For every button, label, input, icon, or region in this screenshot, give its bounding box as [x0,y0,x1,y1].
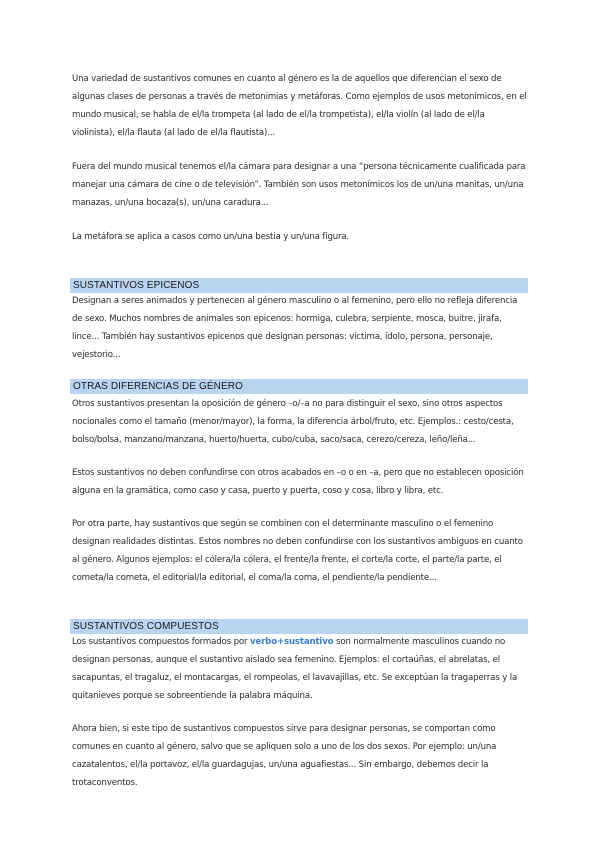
verbo-sustantivo-highlight: verbo+sustantivo [249,637,334,647]
paragraph-compuestos-personas: Ahora bien, si este tipo de sustantivos compuestos sirve para designar personas, se comportan como comunes en cuanto al género, salvo que se apliquen solo a uno de los dos sexos. Por ejemplo: un/una cazatalentos, el/la portavoz, el/la guardagujas, un/una aguafiestas... Sin embargo, debemos decir la trotaconventos. [72,724,497,788]
paragraph-metafora: La metáfora se aplica a casos como un/una bestia y un/una figura. [72,232,350,242]
paragraph-realidades-distintas: Por otra parte, hay sustantivos que según se combinen con el determinante masculino o el femenino designan realidades distintas. Estos nombres no deben confundirse con los sustantivos ambiguos en cuanto al género. Algunos ejemplos: el cólera/la cólera, el frente/la frente, el corte/la corte, el parte/la parte, el cometa/la cometa, el editorial/la editorial, el coma/la coma, el pendiente/la pendiente... [72,519,523,583]
paragraph-metonimias: Una variedad de sustantivos comunes en cuanto al género es la de aquellos que diferencian el sexo de algunas clases de personas a través de metonimias y metáforas. Como ejemplos de usos metonímicos, en el mundo musical, se habla de el/la trompeta (al lado de el/la trompetista), el/la violín (al lado de el/la violinista), el/la flauta (al lado de el/la flautista)... [72,74,527,138]
paragraph-oposicion-genero: Otros sustantivos presentan la oposición de género –o/–a no para distinguir el sexo, sino otros aspectos nocionales como el tamaño (menor/mayor), la forma, la diferencia árbol/fruto, etc. Ejemplos.: cesto/cesta, bolso/bolsa, manzano/manzana, huerto/huerta, cubo/cuba, saco/saca, cerezo/cereza, leño/leña... [72,399,514,445]
section-heading-epicenos: SUSTANTIVOS EPICENOS [70,278,528,293]
paragraph-no-confundir: Estos sustantivos no deben confundirse con otros acabados en –o o en –a, pero que no establecen oposición alguna en la gramática, como caso y casa, puerto y puerta, coso y cosa, libro y libra, etc. [72,468,524,496]
section-heading-otras-diferencias: OTRAS DIFERENCIAS DE GÉNERO [70,379,528,394]
section-heading-compuestos: SUSTANTIVOS COMPUESTOS [70,619,528,634]
paragraph-camara: Fuera del mundo musical tenemos el/la cámara para designar a una “persona técnicamente cualificada para manejar una cámara de cine o de televisión”. También son usos metonímicos los de un/una manitas, un/una manazas, un/una bocaza(s), un/una caradura... [72,162,526,208]
paragraph-epicenos: Designan a seres animados y pertenecen al género masculino o al femenino, pero ello no refleja diferencia de sexo. Muchos nombres de animales son epicenos: hormiga, culebra, serpiente, mosca, buitre, jirafa, lince... También hay sustantivos epicenos que designan personas: víctima, ídolo, persona, personaje, vejestorio... [72,296,518,360]
paragraph-compuestos [72,633,530,705]
compuestos-text-end: son normalmente masculinos cuando no designan personas, aunque el sustantivo aislado sea femenino. Ejemplos: el cortaúñas, el abrelatas, el sacapuntas, el tragaluz, el montacargas, el rompeolas, el lavavajillas, etc. Se exceptúan la tragaperras y la quitanieves porque se sobreentiende la palabra máquina. [72,637,518,701]
compuestos-text-start: Los sustantivos compuestos formados por [72,637,250,647]
